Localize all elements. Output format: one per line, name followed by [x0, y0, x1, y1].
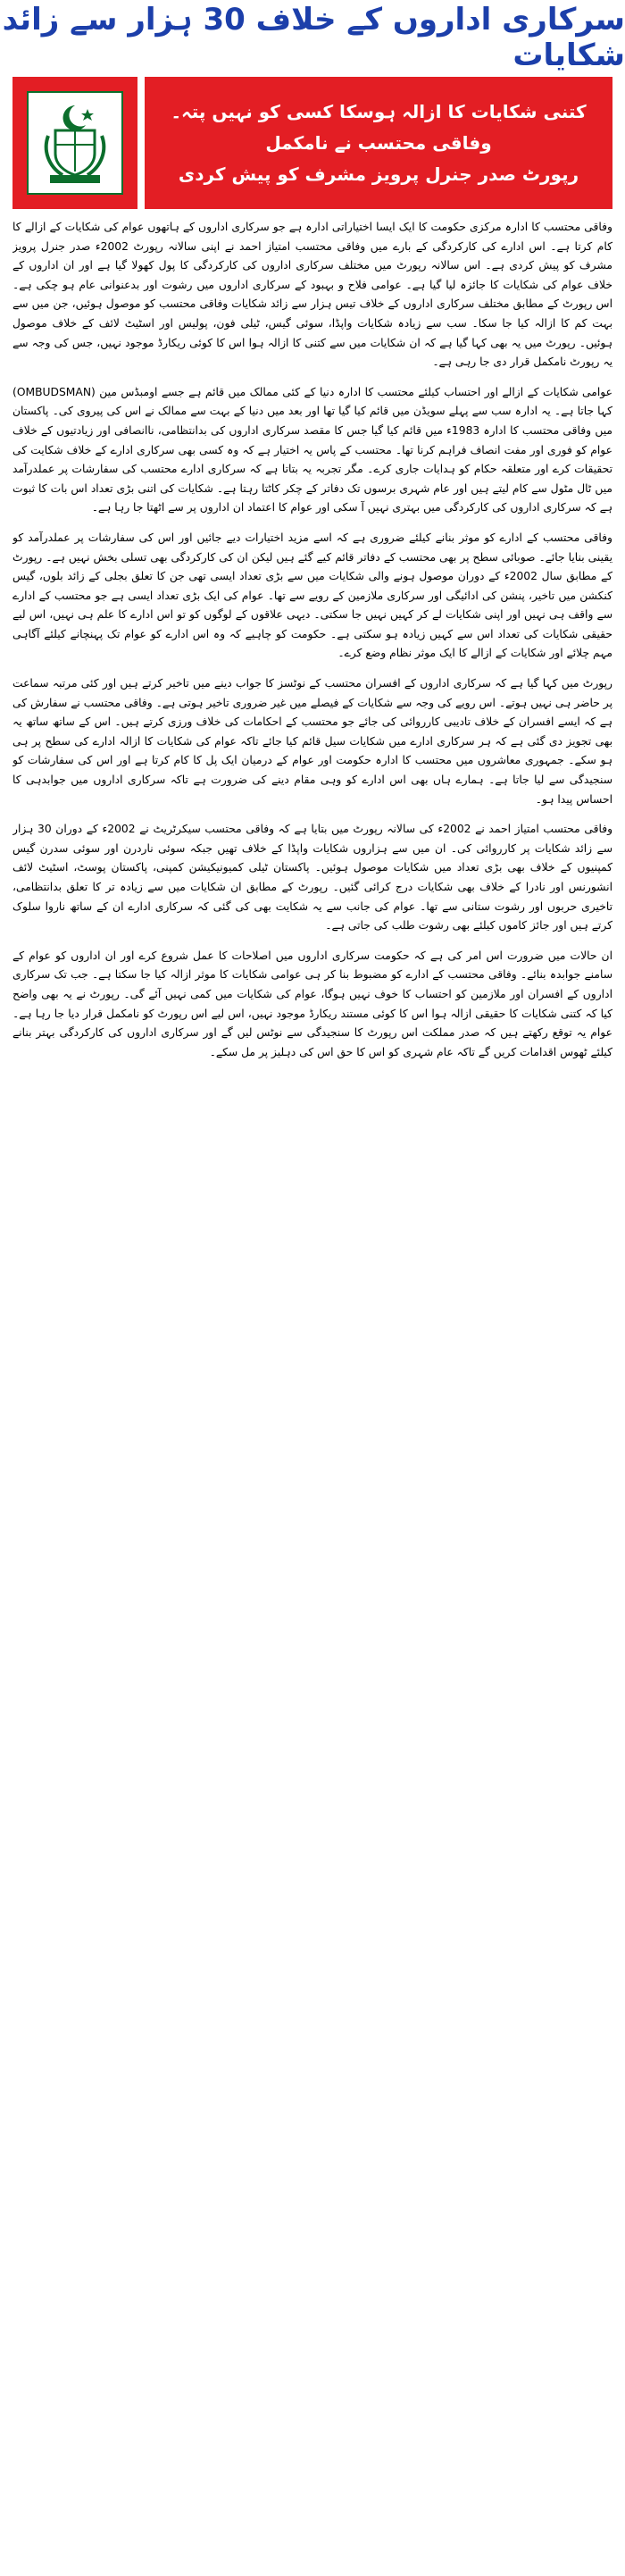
article-paragraph: وفاقی محتسب کے ادارے کو موثر بنانے کیلئے ضروری ہے کہ اسے مزید اختیارات دیے جائیں اور اس کی سفارشات پر عملدرآمد کو یقینی بنایا جائے۔ صوبائی سطح پر بھی محتسب کے دفاتر قائم کیے گئے ہیں لیکن ان کی کارکردگی بھی تسلی بخش نہیں ہے۔ رپورٹ کے مطابق سال 2002ء کے دوران موصول ہونے والی شکایات میں سے بڑی تعداد ایسی تھی جن کا تعلق بجلی کے زائد بلوں، گیس کنکشن میں تاخیر، پنشن کی ادائیگی اور سرکاری ملازمین کے رویے سے تھا۔ عوام کی ایک بڑی تعداد ایسی ہے جو محتسب کے ادارے سے واقف ہی نہیں اور اپنی شکایات لے کر کہیں نہیں جا سکتی۔ دیہی علاقوں کے لوگوں کو تو اس ادارے کا علم ہی نہیں، اس لیے حقیقی شکایات کی تعداد اس سے کہیں زیادہ ہو سکتی ہے۔ حکومت کو چاہیے کہ وہ اس ادارے کو عوام تک پہنچانے کیلئے آگاہی مہم چلائے اور شکایات کے ازالے کا ایک موثر نظام وضع کرے۔: [12, 531, 612, 660]
article-paragraph: ان حالات میں ضرورت اس امر کی ہے کہ حکومت سرکاری اداروں میں اصلاحات کا عمل شروع کرے اور ان اداروں کو عوام کے سامنے جوابدہ بنائے۔ وفاقی محتسب کے ادارے کو مضبوط بنا کر ہی عوامی شکایات کا موثر ازالہ کیا جا سکتا ہے۔ جب تک سرکاری اداروں کے افسران اور ملازمین کو احتساب کا خوف نہیں ہوگا، عوام کی شکایات میں کمی نہیں آئے گی۔ رپورٹ نے یہ بھی واضح کیا کہ کتنی شکایات کا حقیقی ازالہ ہوا اس کا کوئی مستند ریکارڈ موجود نہیں، اس لیے اس رپورٹ کو نامکمل قرار دیا جا رہا ہے۔ عوام یہ توقع رکھتے ہیں کہ صدر مملکت اس رپورٹ کا سنجیدگی سے نوٹس لیں گے اور سرکاری اداروں کی کارکردگی بہتر بنانے کیلئے ٹھوس اقدامات کریں گے تاکہ عام شہری کو اس کا حق اس کی دہلیز پر مل سکے۔: [12, 949, 612, 1058]
article-body: [12, 218, 612, 2567]
subheadline-banner: [12, 77, 612, 209]
subheadline-line-1: کتنی شکایات کا ازالہ ہوسکا کسی کو نہیں پتہ۔ وفاقی محتسب نے نامکمل: [171, 100, 587, 154]
subheadline-line-2: رپورٹ صدر جنرل پرویز مشرف کو پیش کردی: [178, 163, 579, 185]
article-paragraph: رپورٹ میں کہا گیا ہے کہ سرکاری اداروں کے افسران محتسب کے نوٹسز کا جواب دینے میں تاخیر کرتے ہیں اور کئی مرتبہ سماعت پر حاضر ہی نہیں ہوتے۔ اس رویے کی وجہ سے شکایات کے فیصلے میں غیر ضروری تاخیر ہوتی ہے۔ وفاقی محتسب نے سفارش کی ہے کہ ایسے افسران کے خلاف تادیبی کارروائی کی جائے جو محتسب کے احکامات کی خلاف ورزی کرتے ہیں۔ اس کے ساتھ ساتھ یہ بھی تجویز دی گئی ہے کہ ہر سرکاری ادارے میں شکایات سیل قائم کیا جائے تاکہ عوام کی شکایات کا ازالہ ادارے کی سطح پر ہی ہو سکے۔ جمہوری معاشروں میں محتسب کا ادارہ حکومت اور عوام کے درمیان ایک پل کا کام کرتا ہے اور اس کی سفارشات کو سنجیدگی سے لیا جاتا ہے۔ ہمارے ہاں بھی اس ادارے کو وہی مقام دینے کی ضرورت ہے تاکہ سرکاری اداروں میں جوابدہی کا احساس پیدا ہو۔: [12, 677, 612, 806]
subheadline-box: [145, 77, 612, 209]
emblem-frame: [12, 77, 138, 209]
article-paragraph: وفاقی محتسب کا ادارہ مرکزی حکومت کا ایک ایسا اختیاراتی ادارہ ہے جو سرکاری اداروں کے ہاتھوں عوام کی شکایات کے ازالے کا کام کرتا ہے۔ اس ادارے کی کارکردگی کے بارے میں وفاقی محتسب امتیاز احمد نے اپنی سالانہ رپورٹ 2002ء صدر جنرل پرویز مشرف کو پیش کردی ہے۔ اس سالانہ رپورٹ میں مختلف سرکاری اداروں کی کارکردگی کا پول کھولا گیا ہے اور ان اداروں کے خلاف عوام کی شکایات کا جائزہ لیا گیا ہے۔ عوامی فلاح و بہبود کے سرکاری اداروں میں رشوت اور بدعنوانی عام ہو چکی ہے۔ اس رپورٹ کے مطابق مختلف سرکاری اداروں کے خلاف تیس ہزار سے زائد شکایات وفاقی محتسب کو موصول ہوئیں، جن میں سے بہت کم کا ازالہ کیا جا سکا۔ سب سے زیادہ شکایات واپڈا، سوئی گیس، ٹیلی فون، پولیس اور اسٹیٹ لائف کے خلاف موصول ہوئیں۔ رپورٹ میں یہ بھی کہا گیا ہے کہ ان شکایات میں سے کتنی کا ازالہ ہوا اس کا کوئی ریکارڈ موجود نہیں، جس کی وجہ سے یہ رپورٹ نامکمل قرار دی جا رہی ہے۔: [12, 221, 612, 369]
state-emblem-icon: [27, 91, 123, 195]
headline-area: [0, 0, 625, 73]
headline: سرکاری اداروں کے خلاف 30 ہزار سے زائد شکایات: [2, 1, 625, 73]
article-paragraph: عوامی شکایات کے ازالے اور احتساب کیلئے محتسب کا ادارہ دنیا کے کئی ممالک میں قائم ہے جسے اومبڈس مین (OMBUDSMAN) کہا جاتا ہے۔ یہ ادارہ سب سے پہلے سویڈن میں قائم کیا گیا تھا اور بعد میں دنیا کے بہت سے ممالک نے اس کی پیروی کی۔ پاکستان میں وفاقی محتسب کا ادارہ 1983ء میں قائم کیا گیا جس کا مقصد سرکاری اداروں کی بدانتظامی، ناانصافی اور زیادتیوں کے خلاف عوام کو فوری اور مفت انصاف فراہم کرنا تھا۔ محتسب کے پاس یہ اختیار ہے کہ وہ کسی بھی سرکاری ادارے کے خلاف شکایت کی تحقیقات کرے اور متعلقہ حکام کو ہدایات جاری کرے۔ مگر تجربہ یہ بتاتا ہے کہ سرکاری ادارے محتسب کی سفارشات پر عملدرآمد میں ٹال مٹول سے کام لیتے ہیں اور عام شہری برسوں تک دفاتر کے چکر کاٹتا رہتا ہے۔ شکایات کی اتنی بڑی تعداد اس بات کا ثبوت ہے کہ سرکاری اداروں کی کارکردگی میں بہتری نہیں آ سکی اور عوام کا اعتماد ان اداروں پر سے اٹھتا جا رہا ہے۔: [12, 385, 612, 514]
article-paragraph: وفاقی محتسب امتیاز احمد نے 2002ء کی سالانہ رپورٹ میں بتایا ہے کہ وفاقی محتسب سیکرٹریٹ نے 2002ء کے دوران 30 ہزار سے زائد شکایات پر کارروائی کی۔ ان میں سے ہزاروں شکایات واپڈا کے خلاف تھیں جبکہ سوئی ناردرن اور سوئی سدرن گیس کمپنیوں کے خلاف بھی بڑی تعداد میں شکایات موصول ہوئیں۔ پاکستان ٹیلی کمیونیکیشن کمپنی، پاکستان پوسٹ، اسٹیٹ لائف انشورنس اور نادرا کے خلاف بھی شکایات درج کرائی گئیں۔ رپورٹ کے مطابق ان شکایات میں سے زیادہ تر کا تعلق بدانتظامی، تاخیری حربوں اور رشوت ستانی سے تھا۔ عوام کی جانب سے یہ شکایت بھی کی گئی کہ سرکاری ادارے ان کے ساتھ ناروا سلوک کرتے ہیں اور جائز کاموں کیلئے بھی رشوت طلب کی جاتی ہے۔: [12, 823, 612, 933]
